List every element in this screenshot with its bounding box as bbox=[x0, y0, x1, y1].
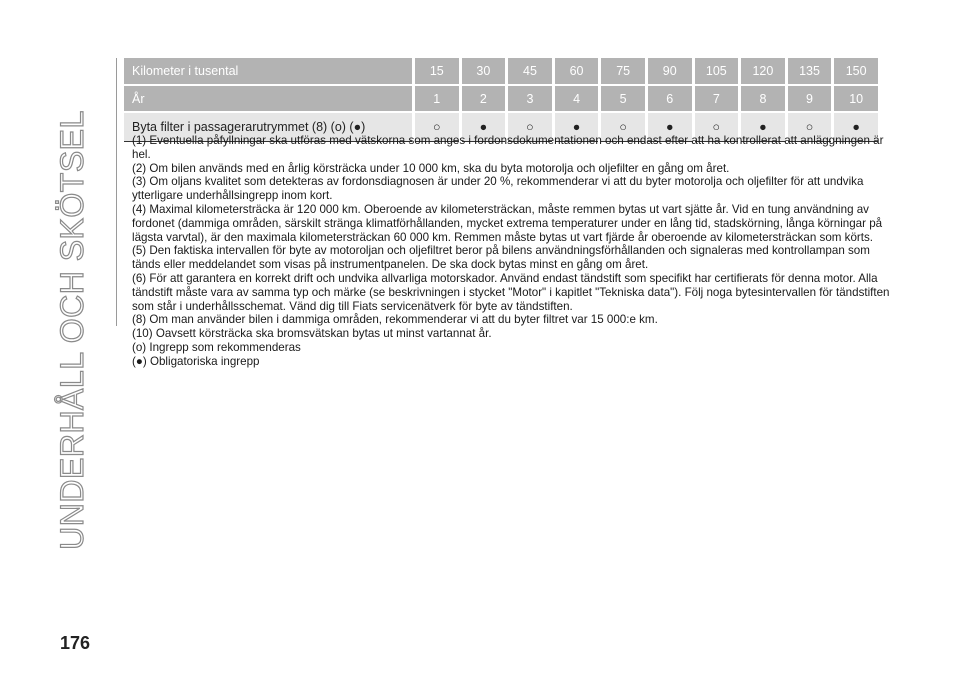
km-value: 150 bbox=[833, 58, 878, 85]
year-value: 5 bbox=[600, 85, 647, 112]
footnote: (10) Oavsett körsträcka ska bromsvätskan bytas ut minst vartannat år. bbox=[132, 327, 492, 341]
year-value: 4 bbox=[553, 85, 600, 112]
mandatory-mark-icon: ● bbox=[740, 112, 787, 142]
footnote: (8) Om man använder bilen i dammiga områden, rekommenderar vi att du byter filtret var 15 000:e km. bbox=[132, 313, 658, 327]
footnote: (5) Den faktiska intervallen för byte av motoroljan och oljefiltret beror på bilens användningsförhållanden och signaleras med kontrollampan som tänds eller meddelandet som visas på instrumentpanelen. De ska dock bytas minst en gång om året. bbox=[132, 244, 870, 272]
km-value: 135 bbox=[786, 58, 833, 85]
km-value: 15 bbox=[413, 58, 460, 85]
year-value: 3 bbox=[507, 85, 554, 112]
mandatory-mark-icon: ● bbox=[553, 112, 600, 142]
legend-recommended: (o) Ingrepp som rekommenderas bbox=[132, 340, 301, 354]
legend-mandatory: (●) Obligatoriska ingrepp bbox=[132, 354, 260, 368]
year-value: 2 bbox=[460, 85, 507, 112]
footnotes bbox=[132, 134, 892, 369]
recommended-mark-icon: ○ bbox=[600, 112, 647, 142]
year-row bbox=[124, 85, 878, 112]
recommended-mark-icon: ○ bbox=[693, 112, 740, 142]
year-value: 1 bbox=[413, 85, 460, 112]
footnote: (6) För att garantera en korrekt drift och undvika allvarliga motorskador. Använd endast tändstift som specifikt har certifierats för denna motor. Alla tändstift måste vara av samma typ och märke (se beskrivningen i stycket "Motor" i kapitlet "Tekniska data"). Följ noga bytesintervallen för tändstiften som står i underhållsschemat. Vänd dig till Fiats servicenätverk för byte av tändstiften. bbox=[132, 271, 890, 313]
year-label: År bbox=[124, 85, 413, 112]
mandatory-mark-icon: ● bbox=[833, 112, 878, 142]
footnote: (1) Eventuella påfyllningar ska utföras med vätskorna som anges i fordonsdokumentationen och endast efter att ha kontrollerat att anläggningen är hel. bbox=[132, 134, 884, 161]
footnote: (3) Om oljans kvalitet som detekteras av fordonsdiagnosen är under 20 %, rekommenderar vi att du byter motorolja och oljefilter för att undvika ytterligare underhållsingrepp inom kort. bbox=[132, 175, 864, 203]
km-value: 120 bbox=[740, 58, 787, 85]
mandatory-mark-icon: ● bbox=[460, 112, 507, 142]
km-value: 30 bbox=[460, 58, 507, 85]
footnote: (4) Maximal kilometersträcka är 120 000 km. Oberoende av kilometersträckan, måste remmen bytas ut vart sjätte år. Vid en tung användning av fordonet (dammiga områden, särskilt stränga klimatförhållanden, mycket extrema temperaturer under en lång tid, stadskörning, långa körningar på lägsta varvtal), är den maximala kilometersträckan 60 000 km. Remmen måste bytas ut vart fjärde år oberoende av kilometersträckan som körts. bbox=[132, 202, 883, 244]
footnote: (2) Om bilen används med en årlig körsträcka under 10 000 km, ska du byta motorolja och oljefilter en gång om året. bbox=[132, 161, 730, 175]
side-divider bbox=[116, 58, 117, 326]
chapter-side-title bbox=[50, 50, 94, 610]
km-value: 105 bbox=[693, 58, 740, 85]
recommended-mark-icon: ○ bbox=[413, 112, 460, 142]
year-value: 6 bbox=[646, 85, 693, 112]
year-value: 10 bbox=[833, 85, 878, 112]
km-value: 90 bbox=[646, 58, 693, 85]
km-value: 45 bbox=[507, 58, 554, 85]
maintenance-schedule-table bbox=[124, 58, 878, 142]
km-header-row bbox=[124, 58, 878, 85]
year-value: 9 bbox=[786, 85, 833, 112]
page-number: 176 bbox=[60, 633, 91, 653]
chapter-title-text: UNDERHÅLL OCH SKÖTSEL bbox=[53, 110, 90, 550]
km-header-label: Kilometer i tusental bbox=[124, 58, 413, 85]
mandatory-mark-icon: ● bbox=[646, 112, 693, 142]
km-value: 75 bbox=[600, 58, 647, 85]
km-value: 60 bbox=[553, 58, 600, 85]
recommended-mark-icon: ○ bbox=[507, 112, 554, 142]
recommended-mark-icon: ○ bbox=[786, 112, 833, 142]
operation-label: Byta filter i passagerarutrymmet (8) (o) (●) bbox=[124, 112, 413, 142]
year-value: 7 bbox=[693, 85, 740, 112]
year-value: 8 bbox=[740, 85, 787, 112]
